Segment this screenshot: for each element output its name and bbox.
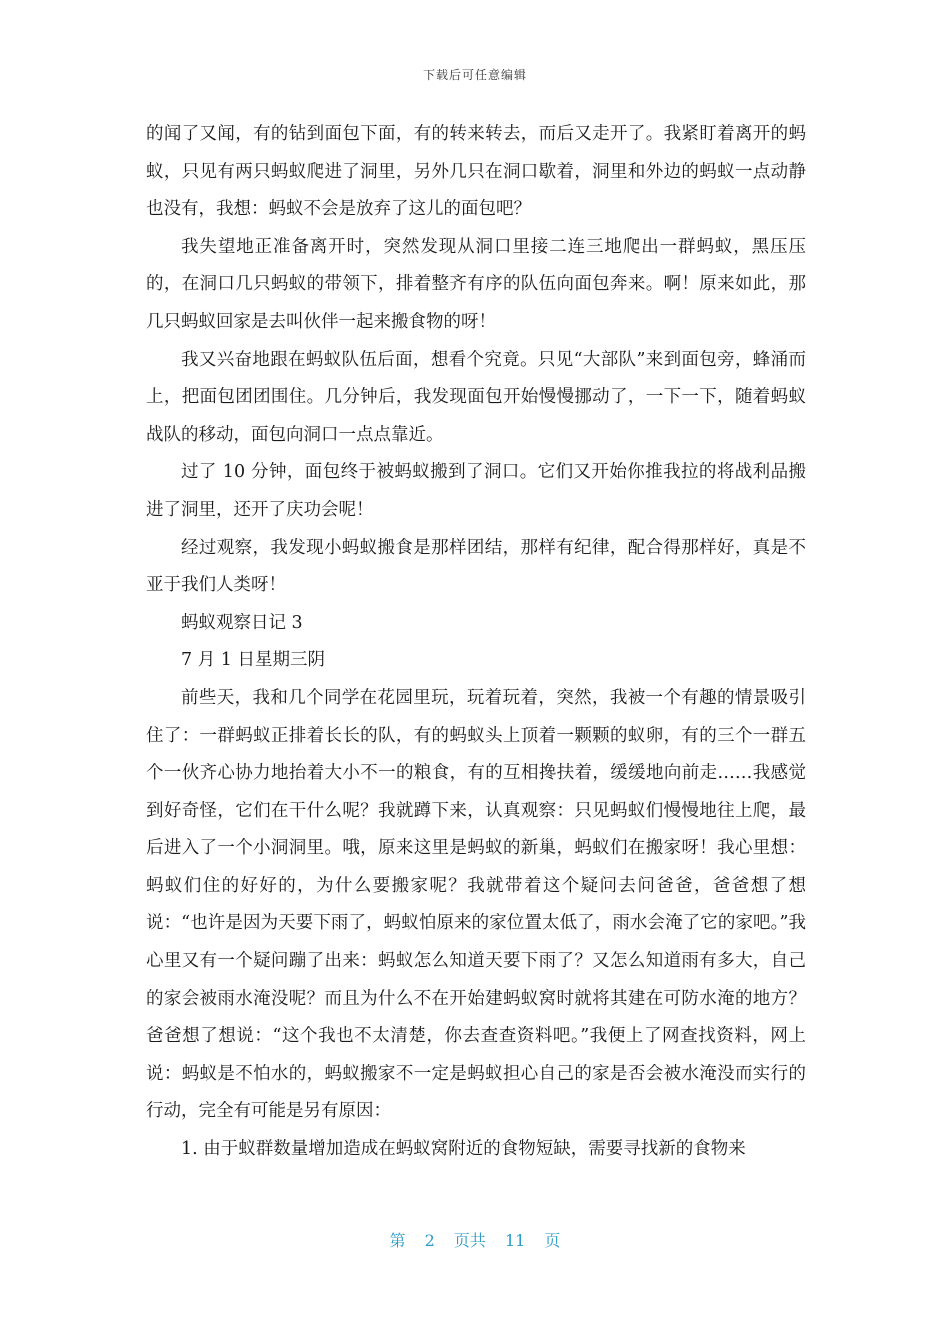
page-header: 下载后可任意编辑	[422, 68, 527, 82]
paragraph: 前些天，我和几个同学在花园里玩，玩着玩着，突然，我被一个有趣的情景吸引住了：一群蚂蚁正排着长长的队，有的蚂蚁头上顶着一颗颗的蚁卵，有的三个一群五个一伙齐心协力地抬着大小不一的粮食，有的互相搀扶着，缓缓地向前走……我感觉到好奇怪，它们在干什么呢？我就蹲下来，认真观察：只见蚂蚁们慢慢地往上爬，最后进入了一个小洞洞里。哦，原来这里是蚂蚁的新巢，蚂蚁们在搬家呀！我心里想：蚂蚁们住的好好的，为什么要搬家呢？我就带着这个疑问去问爸爸，爸爸想了想说：“也许是因为天要下雨了，蚂蚁怕原来的家位置太低了，雨水会淹了它的家吧。”我心里又有一个疑问蹦了出来：蚂蚁怎么知道天要下雨了？又怎么知道雨有多大，自己的家会被雨水淹没呢？而且为什么不在开始建蚂蚁窝时就将其建在可防水淹的地方？爸爸想了想说：“这个我也不太清楚，你去查查资料吧。”我便上了网查找资料，网上说：蚂蚁是不怕水的，蚂蚁搬家不一定是蚂蚁担心自己的家是否会被水淹没而实行的行动，完全有可能是另有原因：	[146, 687, 806, 1122]
paragraph: 我又兴奋地跟在蚂蚁队伍后面，想看个究竟。只见“大部队”来到面包旁，蜂涌而上，把面包团团围住。几分钟后，我发现面包开始慢慢挪动了，一下一下，随着蚂蚁战队的移动，面包向洞口一点点靠近。	[146, 349, 806, 445]
paragraph-continuation: 的闻了又闻，有的钻到面包下面，有的转来转去，而后又走开了。我紧盯着离开的蚂蚁，只见有两只蚂蚁爬进了洞里，另外几只在洞口歇着，洞里和外边的蚂蚁一点动静也没有，我想：蚂蚁不会是放弃了这儿的面包吧？	[146, 124, 806, 220]
document-body	[146, 116, 806, 1169]
paragraph: 过了 10 分钟，面包终于被蚂蚁搬到了洞口。它们又开始你推我拉的将战利品搬进了洞里，还开了庆功会呢！	[146, 462, 806, 520]
paragraph: 经过观察，我发现小蚂蚁搬食是那样团结，那样有纪律，配合得那样好，真是不亚于我们人类呀！	[146, 537, 806, 596]
paragraph: 我失望地正准备离开时，突然发现从洞口里接二连三地爬出一群蚂蚁，黑压压的，在洞口几只蚂蚁的带领下，排着整齐有序的队伍向面包奔来。啊！原来如此，那几只蚂蚁回家是去叫伙伴一起来搬食物的呀！	[146, 236, 806, 332]
section-title: 蚂蚁观察日记 3	[181, 612, 303, 633]
page-number-footer: 第 2 页共 11 页	[389, 1231, 561, 1250]
numbered-list-item: 1. 由于蚁群数量增加造成在蚂蚁窝附近的食物短缺，需要寻找新的食物来	[181, 1139, 746, 1160]
diary-date-line: 7 月 1 日星期三阴	[181, 650, 325, 671]
